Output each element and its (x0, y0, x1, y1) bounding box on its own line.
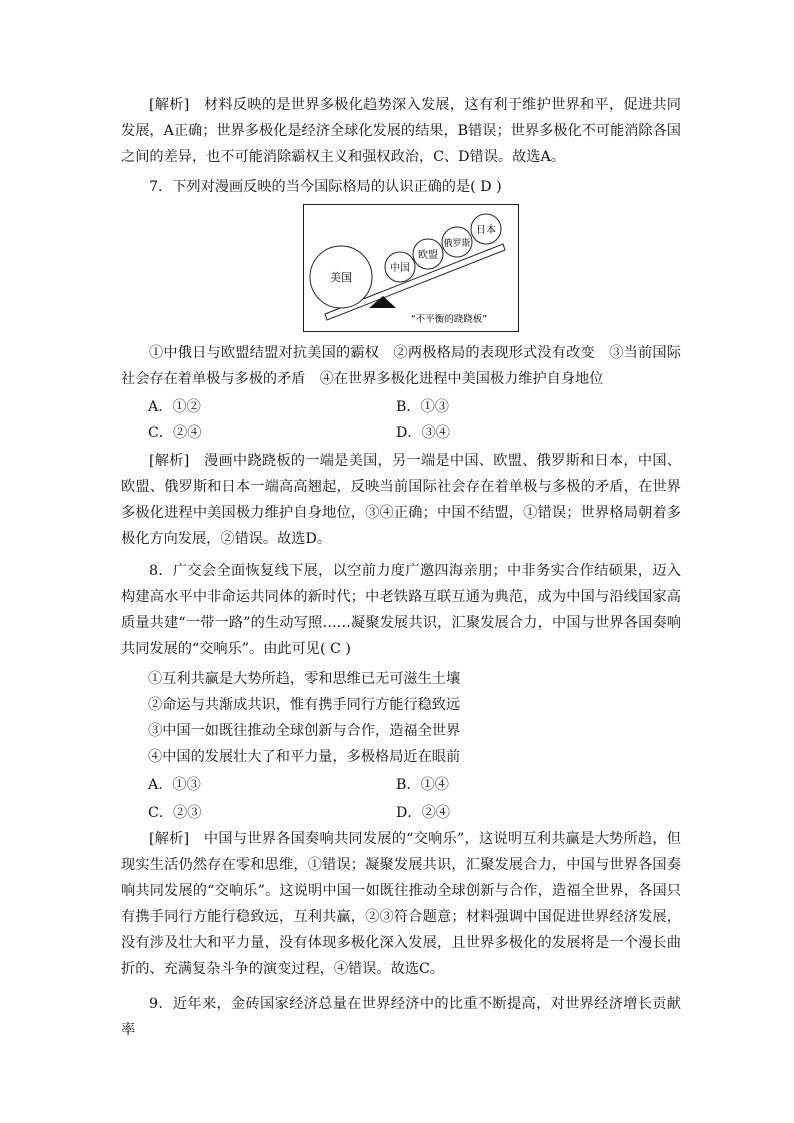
q7-statements: ①中俄日与欧盟结盟对抗美国的霸权 ②两极格局的表现形式没有改变 ③当前国际社会存在着单极与多极的矛盾 ④在世界多极化进程中美国极力维护自身地位 (121, 345, 681, 387)
russia-label: 俄罗斯 (443, 239, 471, 249)
q8-option-d: D．②④ (396, 805, 450, 821)
q7-option-a: A．①② (148, 399, 201, 415)
question-8: 8．广交会全面恢复线下展，以空前力度广邀四海亲朋；中非务实合作结硕果，迈入构建高水平中非命运共同体的新时代；中老铁路互联互通为典范，成为中国与沿线国家高质量共建“一带一路”的生动写照……凝聚发展共识，汇聚发展合力，中国与世界各国奏响共同发展的“交响乐”。由此可见( C ) (121, 563, 681, 657)
cartoon-caption: “不平衡的跷跷板” (410, 314, 488, 325)
q8-option-b: B．①④ (396, 777, 449, 793)
question-9: 9．近年来，金砖国家经济总量在世界经济中的比重不断提高，对世界经济增长贡献率 (121, 996, 681, 1038)
analysis-q7: [解析] 漫画中跷跷板的一端是美国，另一端是中国、欧盟、俄罗斯和日本，中国、欧盟、俄罗斯和日本一端高高翘起，反映当前国际社会存在着单极与多极的矛盾，在世界多极化进程中美国极力维护自身地位，③④正确；中国不结盟，①错误；世界格局朝着多极化方向发展，②错误。故选D。 (121, 453, 681, 547)
q7-option-c: C．②④ (148, 425, 202, 441)
seesaw-cartoon (303, 204, 519, 332)
analysis-q8: [解析] 中国与世界各国奏响共同发展的“交响乐”，这说明互利共赢是大势所趋，但现实生活仍然存在零和思维，①错误；凝聚发展共识，汇聚发展合力，中国与世界各国奏响共同发展的“交响乐”。这说明中国一如既往推动全球创新与合作，造福全世界，各国只有携手同行方能行稳致远，互利共赢，②③符合题意；材料强调中国促进世界经济发展，没有涉及壮大和平力量，没有体现多极化深入发展，且世界多极化的发展将是一个漫长曲折的、充满复杂斗争的演变过程，④错误。故选C。 (121, 831, 681, 977)
q7-option-d: D．③④ (396, 425, 450, 441)
q8-option-a: A．①③ (148, 777, 201, 793)
usa-label: 美国 (330, 271, 352, 284)
q8-statement-4: ④中国的发展壮大了和平力量，多极格局近在眼前 (148, 749, 461, 765)
japan-label: 日本 (476, 225, 496, 236)
question-7: 7．下列对漫画反映的当今国际格局的认识正确的是( D ) (149, 179, 502, 195)
china-label: 中国 (390, 263, 410, 274)
q8-option-c: C．②③ (148, 805, 202, 821)
q7-option-b: B．①③ (396, 399, 449, 415)
q8-statement-3: ③中国一如既往推动全球创新与合作，造福全世界 (148, 723, 461, 739)
analysis-q6: [解析] 材料反映的是世界多极化趋势深入发展，这有利于维护世界和平，促进共同发展，A正确；世界多极化是经济全球化发展的结果，B错误；世界多极化不可能消除各国之间的差异，也不可能消除霸权主义和强权政治，C、D错误。故选A。 (121, 97, 681, 165)
eu-label: 欧盟 (418, 250, 438, 261)
q8-statement-1: ①互利共赢是大势所趋，零和思维已无可滋生土壤 (148, 671, 461, 687)
q8-statement-2: ②命运与共渐成共识，惟有携手同行方能行稳致远 (148, 697, 461, 713)
